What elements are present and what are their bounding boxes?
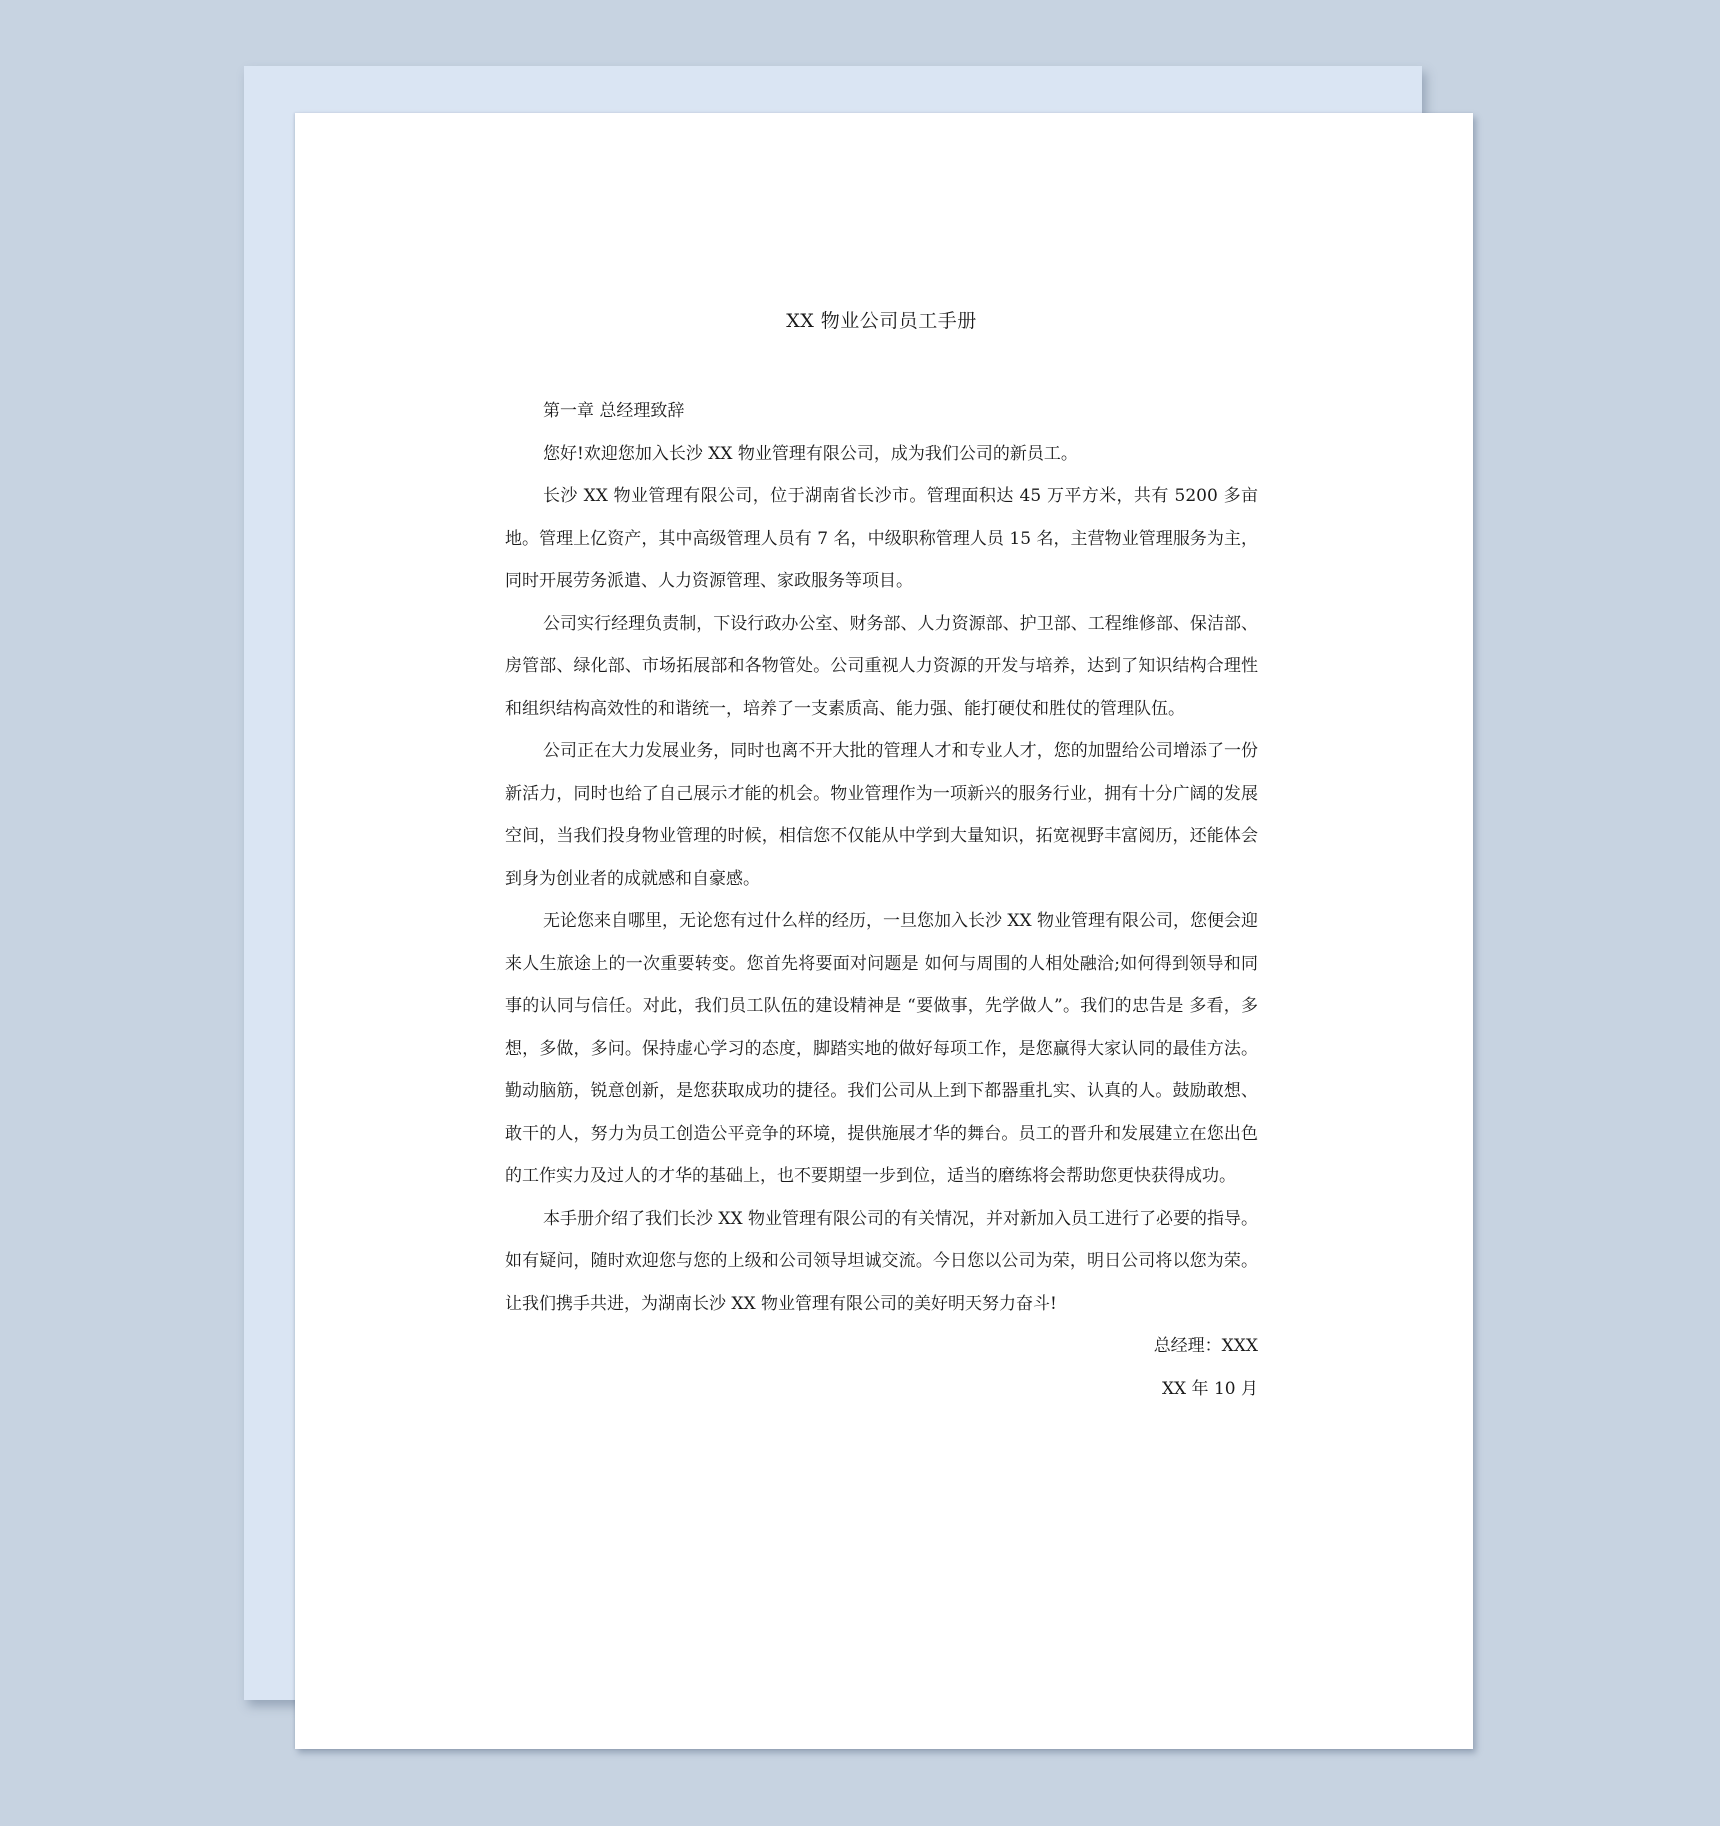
chapter-heading: 第一章 总经理致辞 <box>543 401 685 421</box>
paragraph-development: 公司正在大力发展业务，同时也离不开大批的管理人才和专业人才，您的加盟给公司增添了一份新活力，同时也给了自己展示才能的机会。物业管理作为一项新兴的服务行业，拥有十分广阔的发展空间，当我们投身物业管理的时候，相信您不仅能从中学到大量知识，拓宽视野丰富阅历，还能体会到身为创业者的成就感和自豪感。 <box>505 741 1258 889</box>
document-page <box>295 113 1473 1749</box>
paragraph-company-intro: 长沙 XX 物业管理有限公司，位于湖南省长沙市。管理面积达 45 万平方米，共有 5200 多亩地。管理上亿资产，其中高级管理人员有 7 名，中级职称管理人员 15 名，主营物业管理服务为主，同时开展劳务派遣、人力资源管理、家政服务等项目。 <box>505 486 1258 591</box>
paragraph-advice: 无论您来自哪里，无论您有过什么样的经历，一旦您加入长沙 XX 物业管理有限公司，您便会迎来人生旅途上的一次重要转变。您首先将要面对问题是 如何与周围的人相处融洽;如何得到领导和同事的认同与信任。对此，我们员工队伍的建设精神是 “要做事，先学做人”。我们的忠告是 多看，多想，多做，多问。保持虚心学习的态度，脚踏实地的做好每项工作，是您赢得大家认同的最佳方法。勤动脑筋，锐意创新，是您获取成功的捷径。我们公司从上到下都器重扎实、认真的人。鼓励敢想、敢干的人，努力为员工创造公平竞争的环境，提供施展才华的舞台。员工的晋升和发展建立在您出色的工作实力及过人的才华的基础上，也不要期望一步到位，适当的磨练将会帮助您更快获得成功。 <box>505 911 1259 1186</box>
date: XX 年 10 月 <box>1161 1378 1258 1399</box>
document-body <box>505 390 1258 1410</box>
paragraph-greeting: 您好!欢迎您加入长沙 XX 物业管理有限公司，成为我们公司的新员工。 <box>543 443 1078 464</box>
signature: 总经理：XXX <box>1153 1336 1258 1356</box>
paragraph-organization: 公司实行经理负责制，下设行政办公室、财务部、人力资源部、护卫部、工程维修部、保洁部、房管部、绿化部、市场拓展部和各物管处。公司重视人力资源的开发与培养，达到了知识结构合理性和组织结构高效性的和谐统一，培养了一支素质高、能力强、能打硬仗和胜仗的管理队伍。 <box>505 613 1258 719</box>
document-title: XX 物业公司员工手册 <box>786 310 977 332</box>
paragraph-closing: 本手册介绍了我们长沙 XX 物业管理有限公司的有关情况，并对新加入员工进行了必要的指导。如有疑问，随时欢迎您与您的上级和公司领导坦诚交流。今日您以公司为荣，明日公司将以您为荣。让我们携手共进，为湖南长沙 XX 物业管理有限公司的美好明天努力奋斗! <box>505 1208 1259 1314</box>
